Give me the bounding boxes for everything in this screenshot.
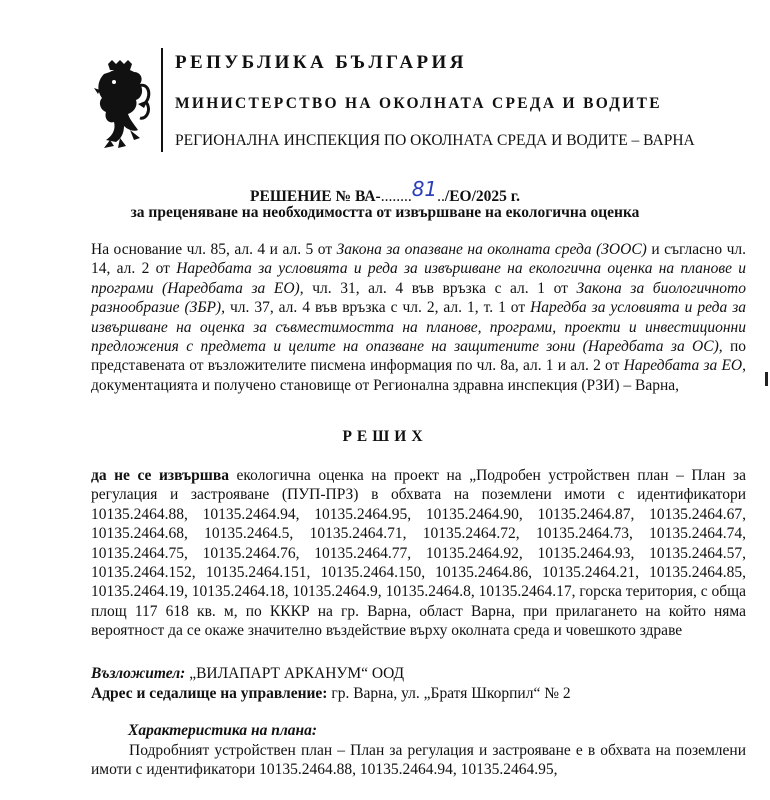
resolved-heading: РЕШИХ [342, 428, 428, 445]
decision-title [0, 177, 770, 206]
applicant-line [91, 665, 404, 683]
scan-edge-mark [765, 372, 768, 386]
address-line [91, 685, 571, 703]
applicant-value: „ВИЛАПАРТ АРКАНУМ“ ООД [185, 665, 405, 682]
decision-dots-after: .. [437, 188, 445, 205]
applicant-label: Възложител: [91, 665, 186, 682]
decision-suffix: /ЕО/2025 г. [444, 188, 520, 205]
header-divider [161, 48, 163, 152]
legal-basis-paragraph: На основание чл. 85, ал. 4 и ал. 5 от Закона за опазване на околната среда (ЗООС) и съгласно чл. 14, ал. 2 от Наредбата за условията и реда за извършване на екологична оценка на планове и програми (Наредбата за ЕО), чл. 31, ал. 4 във връзка с ал. 1 от Закона за биологичното разнообразие (ЗБР), чл. 37, ал. 4 във връзка с чл. 2, ал. 1, т. 1 от Наредба за условията и реда за извършване на оценка за съвместимостта на планове, програми, проекти и инвестиционни предложения с предмета и целите на опазване на защитените зони (Наредбата за ОС), по представената от възложителите писмена информация по чл. 8а, ал. 1 и ал. 2 от Наредбата за ЕО, документацията и получено становище от Регионална здравна инспекция (РЗИ) – Варна, [91, 241, 747, 394]
ruling-paragraph: да не се извършва екологична оценка на проект на „Подробен устройствен план – План за регулация и застрояване (ПУП-ПРЗ) в обхвата на поземлени имоти с идентификатори 10135.2464.88, 10135.2464.94, 10135.2464.95, 10135.2464.90, 10135.2464.87, 10135.2464.67, 10135.2464.68, 10135.2464.5, 10135.2464.71, 10135.2464.72, 10135.2464.73, 10135.2464.74, 10135.2464.75, 10135.2464.76, 10135.2464.77, 10135.2464.92, 10135.2464.93, 10135.2464.57, 10135.2464.152, 10135.2464.151, 10135.2464.150, 10135.2464.86, 10135.2464.21, 10135.2464.85, 10135.2464.19, 10135.2464.18, 10135.2464.9, 10135.2464.8, 10135.2464.17, горска територия, с обща площ 117 618 кв. м, по КККР на гр. Варна, област Варна, при прилагането на който няма вероятност да се окаже значително въздействие върху околната среда и човешкото здраве [91, 467, 747, 640]
decision-subtitle: за преценяване на необходимостта от извършване на екологична оценка [130, 204, 640, 221]
inspectorate-name: РЕГИОНАЛНА ИНСПЕКЦИЯ ПО ОКОЛНАТА СРЕДА И ВОДИТЕ – ВАРНА [175, 132, 695, 149]
characteristics-heading: Характеристика на плана: [128, 722, 318, 739]
characteristics-paragraph: Подробният устройствен план – План за регулация и застрояване е в обхвата на поземлени имоти с идентификатори 10135.2464.88, 10135.2464.94, 10135.2464.95, [91, 742, 746, 779]
ministry-name: МИНИСТЕРСТВО НА ОКОЛНАТА СРЕДА И ВОДИТЕ [175, 95, 662, 112]
decision-dots: ........ [380, 188, 412, 205]
country-name: РЕПУБЛИКА БЪЛГАРИЯ [175, 52, 467, 73]
address-value: гр. Варна, ул. „Братя Шкорпил“ № 2 [327, 685, 571, 702]
decision-prefix: РЕШЕНИЕ № ВА- [250, 188, 381, 205]
lion-coat-of-arms-icon [94, 60, 154, 148]
address-label: Адрес и седалище на управление: [91, 685, 328, 702]
decision-number: 81 [411, 177, 438, 201]
